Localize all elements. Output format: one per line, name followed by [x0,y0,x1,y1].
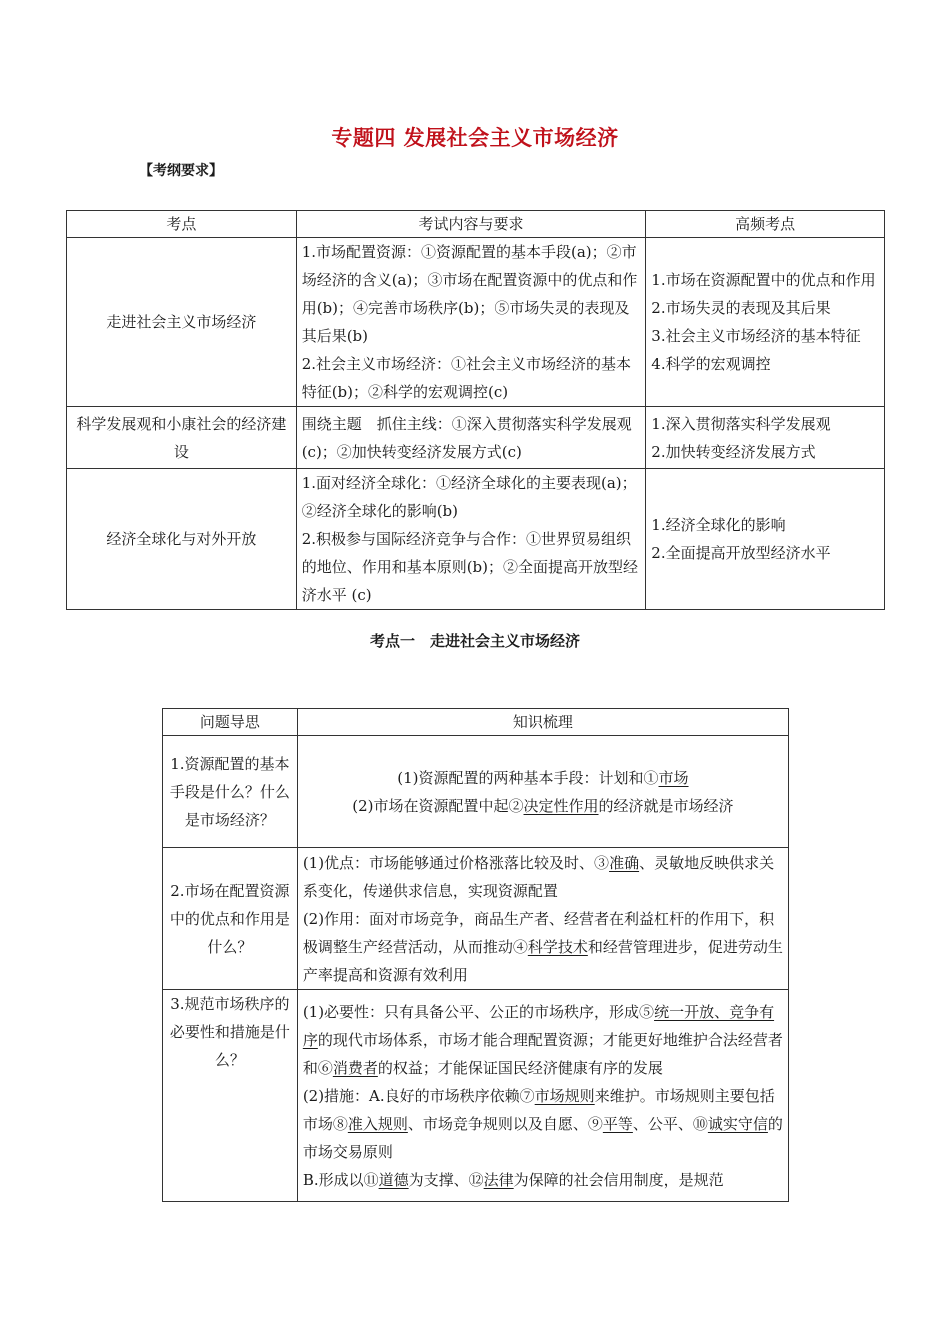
section-title: 考点一 走进社会主义市场经济 [369,632,580,650]
header-cell: 考点 [67,211,297,238]
text-span: 的市场交易原则 [302,1114,783,1161]
blank-answer: 诚实守信 [707,1114,768,1133]
freq-cell: 1.深入贯彻落实科学发展观 2.加快转变经济发展方式 [646,407,885,469]
topic-cell: 走进社会主义市场经济 [67,238,297,407]
table-row [67,238,885,407]
table-row [163,848,789,990]
answer-cell [297,736,788,848]
table-header-row [163,709,789,736]
header-cell: 高频考点 [646,211,885,238]
answer-line [303,1166,783,1194]
freq-cell: 1.经济全球化的影响 2.全面提高开放型经济水平 [646,469,885,610]
text-span: 的权益；才能保证国民经济健康有序的发展 [377,1058,663,1077]
blank-answer: 统一开放、竞争有序 [302,1002,775,1049]
text-span: (2)市场在资源配置中起② [352,796,524,815]
blank-answer: 道德 [378,1170,409,1189]
text-span: 和经营管理进步，促进劳动生产率提高和资源有效利用 [302,937,783,984]
syllabus-label: 【考纲要求】 [139,163,223,179]
question-cell: 2.市场在配置资源中的优点和作用是什么？ [163,848,298,990]
table-row [67,407,885,469]
text-span: (1)优点：市场能够通过价格涨落比较及时、③ [302,853,610,872]
blank-answer: 准确 [609,853,640,872]
table-row [67,469,885,610]
syllabus-table [66,210,885,610]
content-cell: 1.市场配置资源：①资源配置的基本手段(a)；②市场经济的含义(a)；③市场在配置资源中的优点和作用(b)；④完善市场秩序(b)；⑤市场失灵的表现及其后果(b) 2.社会主义市场经济：①社会主义市场经济的基本特征(b)；②科学的宏观调控(c) [296,238,646,407]
text-span: (1)必要性：只有具备公平、公正的市场秩序，形成⑤ [302,1002,655,1021]
text-span: 、灵敏地反映供求关系变化，传递供求信息，实现资源配置 [302,853,775,900]
answer-cell [297,848,788,990]
answer-line [303,849,783,905]
blank-answer: 科学技术 [527,937,588,956]
answer-line [303,1082,783,1166]
text-span: 的经济就是市场经济 [598,796,734,815]
text-span: (2)作用：面对市场竞争，商品生产者、经营者在利益杠杆的作用下，积极调整生产经营活动，从而推动④ [302,909,775,956]
content-cell: 1.面对经济全球化：①经济全球化的主要表现(a)；②经济全球化的影响(b) 2.积极参与国际经济竞争与合作：①世界贸易组织的地位、作用和基本原则(b)；②全面提高开放型经济水平 (c) [296,469,646,610]
blank-answer: 决定性作用 [523,796,599,815]
answer-line [303,998,783,1082]
table-header-row [67,211,885,238]
text-span: B.形成以⑪ [302,1170,379,1189]
table-row [163,990,789,1202]
text-span: (2)措施：A.良好的市场秩序依赖⑦ [302,1086,535,1105]
topic-cell: 经济全球化与对外开放 [67,469,297,610]
answer-line [303,905,783,989]
topic-cell: 科学发展观和小康社会的经济建设 [67,407,297,469]
text-span: 为支撑、⑫ [408,1170,484,1189]
text-span: 、市场竞争规则以及自愿、⑨ [407,1114,603,1133]
answer-cell [297,990,788,1202]
header-cell: 问题导思 [163,709,298,736]
answer-line [303,792,783,820]
question-cell: 1.资源配置的基本手段是什么？什么是市场经济？ [163,736,298,848]
blank-answer: 市场规则 [534,1086,595,1105]
table-row [163,736,789,848]
blank-answer: 消费者 [332,1058,378,1077]
blank-answer: 法律 [483,1170,514,1189]
blank-answer: 市场 [658,768,689,787]
blank-answer: 平等 [602,1114,633,1133]
header-cell: 知识梳理 [297,709,788,736]
page-title: 专题四 发展社会主义市场经济 [331,126,619,150]
text-span: 的现代市场体系，市场才能合理配置资源；才能更好地维护合法经营者和⑥ [302,1030,783,1077]
freq-cell: 1.市场在资源配置中的优点和作用 2.市场失灵的表现及其后果 3.社会主义市场经济的基本特征 4.科学的宏观调控 [646,238,885,407]
text-span: 、公平、⑩ [632,1114,708,1133]
text-span: 来维护。市场规则主要包括市场⑧ [302,1086,775,1133]
text-span: 为保障的社会信用制度，是规范 [513,1170,724,1189]
text-span: (1)资源配置的两种基本手段：计划和① [397,768,659,787]
answer-line [303,764,783,792]
content-cell: 围绕主题 抓住主线：①深入贯彻落实科学发展观(c)；②加快转变经济发展方式(c) [296,407,646,469]
header-cell: 考试内容与要求 [296,211,646,238]
question-cell: 3.规范市场秩序的必要性和措施是什么？ [163,990,298,1202]
blank-answer: 准入规则 [347,1114,408,1133]
knowledge-table [162,708,789,1202]
